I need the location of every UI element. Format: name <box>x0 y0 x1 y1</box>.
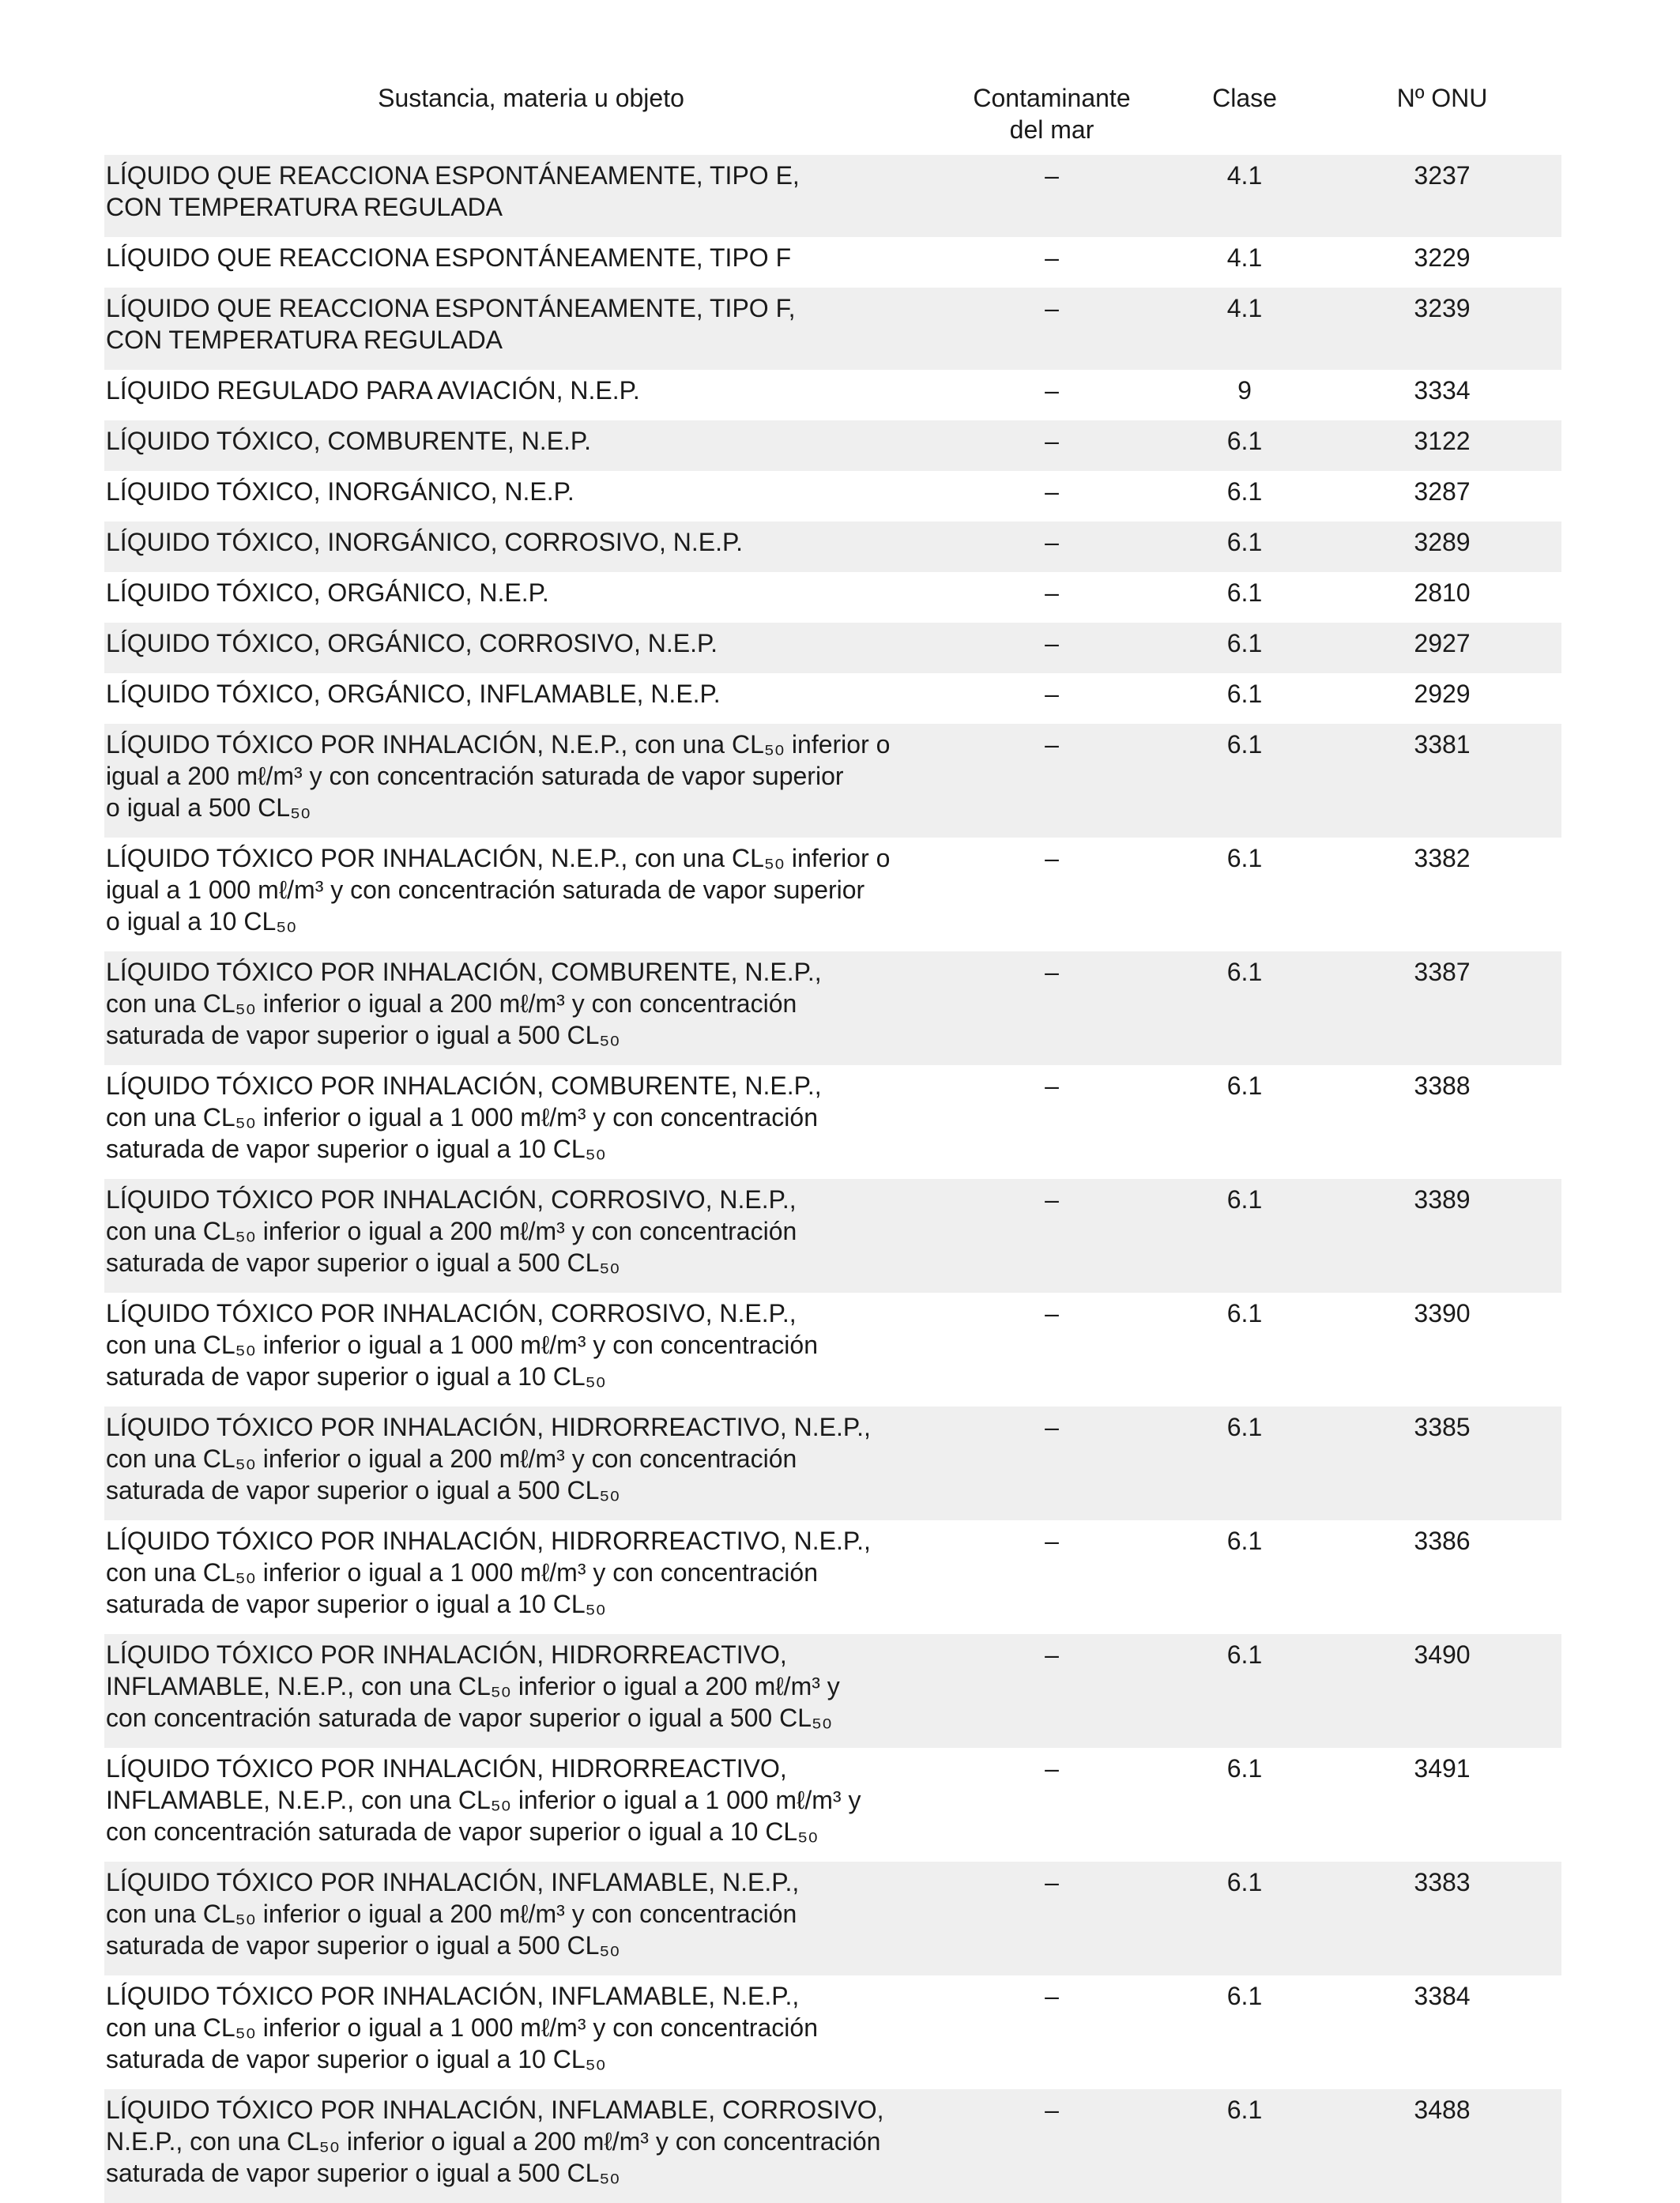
table-row <box>104 522 1561 572</box>
table-row <box>104 1520 1561 1634</box>
un-number-cell: 3287 <box>1414 477 1471 506</box>
table-row <box>104 237 1561 288</box>
substance-cell: LÍQUIDO TÓXICO POR INHALACIÓN, INFLAMABLE, N.E.P., con una CL₅₀ inferior o igual a 1 000 mℓ/m³ y con concentración saturada de vapor superior o igual a 10 CL₅₀ <box>106 1982 818 2073</box>
class-cell: 6.1 <box>1226 844 1263 872</box>
table-row <box>104 1179 1561 1293</box>
un-number-cell: 3387 <box>1414 958 1471 986</box>
marine-pollutant-cell: – <box>1045 1527 1059 1555</box>
marine-pollutant-cell: – <box>1045 528 1059 556</box>
substance-cell: LÍQUIDO TÓXICO POR INHALACIÓN, HIDRORREACTIVO, N.E.P., con una CL₅₀ inferior o igual a 200 mℓ/m³ y con concentración saturada de vapor superior o igual a 500 CL₅₀ <box>106 1413 871 1504</box>
marine-pollutant-cell: – <box>1045 844 1059 872</box>
header-un-number: Nº ONU <box>1396 84 1488 112</box>
marine-pollutant-cell: – <box>1045 376 1059 405</box>
class-cell: 4.1 <box>1226 294 1263 322</box>
un-number-cell: 3491 <box>1414 1754 1471 1783</box>
substance-cell: LÍQUIDO TÓXICO POR INHALACIÓN, HIDRORREACTIVO, N.E.P., con una CL₅₀ inferior o igual a 1 000 mℓ/m³ y con concentración saturada de vapor superior o igual a 10 CL₅₀ <box>106 1527 871 1618</box>
header-marine-pollutant: Contaminante del mar <box>973 84 1131 144</box>
un-number-cell: 3386 <box>1414 1527 1471 1555</box>
table-row <box>104 1634 1561 1748</box>
marine-pollutant-cell: – <box>1045 243 1059 272</box>
marine-pollutant-cell: – <box>1045 1071 1059 1100</box>
substance-cell: LÍQUIDO TÓXICO POR INHALACIÓN, COMBURENTE, N.E.P., con una CL₅₀ inferior o igual a 1 000 mℓ/m³ y con concentración saturada de vapor superior o igual a 10 CL₅₀ <box>106 1071 822 1163</box>
class-cell: 6.1 <box>1226 1527 1263 1555</box>
marine-pollutant-cell: – <box>1045 1868 1059 1896</box>
marine-pollutant-cell: – <box>1045 730 1059 759</box>
marine-pollutant-cell: – <box>1045 1754 1059 1783</box>
table-row <box>104 1862 1561 1975</box>
page <box>104 79 1561 2203</box>
marine-pollutant-cell: – <box>1045 680 1059 708</box>
un-number-cell: 3488 <box>1414 2096 1471 2124</box>
un-number-cell: 3381 <box>1414 730 1471 759</box>
un-number-cell: 3239 <box>1414 294 1471 322</box>
class-cell: 6.1 <box>1226 1640 1263 1669</box>
marine-pollutant-cell: – <box>1045 161 1059 190</box>
header-substance: Sustancia, materia u objeto <box>378 84 684 112</box>
substance-cell: LÍQUIDO TÓXICO POR INHALACIÓN, N.E.P., con una CL₅₀ inferior o igual a 200 mℓ/m³ y con concentración saturada de vapor superior o igual a 500 CL₅₀ <box>106 730 891 822</box>
un-number-cell: 3229 <box>1414 243 1471 272</box>
substance-cell: LÍQUIDO TÓXICO, COMBURENTE, N.E.P. <box>106 427 592 455</box>
class-cell: 6.1 <box>1226 1185 1263 1214</box>
header-class: Clase <box>1212 84 1277 112</box>
class-cell: 6.1 <box>1226 730 1263 759</box>
table-row <box>104 370 1561 420</box>
un-number-cell: 3384 <box>1414 1982 1471 2010</box>
marine-pollutant-cell: – <box>1045 629 1059 657</box>
marine-pollutant-cell: – <box>1045 294 1059 322</box>
class-cell: 6.1 <box>1226 1982 1263 2010</box>
table-row <box>104 288 1561 370</box>
un-number-cell: 2929 <box>1414 680 1471 708</box>
table-row <box>104 471 1561 522</box>
class-cell: 6.1 <box>1226 528 1263 556</box>
un-number-cell: 3237 <box>1414 161 1471 190</box>
un-number-cell: 3334 <box>1414 376 1471 405</box>
class-cell: 6.1 <box>1226 1299 1263 1327</box>
substance-cell: LÍQUIDO TÓXICO, ORGÁNICO, INFLAMABLE, N.E.P. <box>106 680 721 708</box>
marine-pollutant-cell: – <box>1045 477 1059 506</box>
class-cell: 6.1 <box>1226 1754 1263 1783</box>
table-row <box>104 572 1561 623</box>
table-row <box>104 420 1561 471</box>
table-row <box>104 724 1561 838</box>
marine-pollutant-cell: – <box>1045 1640 1059 1669</box>
marine-pollutant-cell: – <box>1045 1185 1059 1214</box>
table-row <box>104 155 1561 237</box>
table-row <box>104 623 1561 673</box>
substance-cell: LÍQUIDO REGULADO PARA AVIACIÓN, N.E.P. <box>106 376 640 405</box>
substance-cell: LÍQUIDO TÓXICO POR INHALACIÓN, INFLAMABLE, CORROSIVO, N.E.P., con una CL₅₀ inferior o igual a 200 mℓ/m³ y con concentración saturada de vapor superior o igual a 500 CL₅₀ <box>106 2096 884 2187</box>
class-cell: 6.1 <box>1226 578 1263 607</box>
substance-cell: LÍQUIDO TÓXICO POR INHALACIÓN, HIDRORREACTIVO, INFLAMABLE, N.E.P., con una CL₅₀ inferior o igual a 1 000 mℓ/m³ y con concentración saturada de vapor superior o igual a 10 CL₅₀ <box>106 1754 861 1846</box>
un-number-cell: 3388 <box>1414 1071 1471 1100</box>
class-cell: 6.1 <box>1226 680 1263 708</box>
class-cell: 6.1 <box>1226 1868 1263 1896</box>
un-number-cell: 2927 <box>1414 629 1471 657</box>
un-number-cell: 3122 <box>1414 427 1471 455</box>
substance-cell: LÍQUIDO QUE REACCIONA ESPONTÁNEAMENTE, TIPO E, CON TEMPERATURA REGULADA <box>106 161 800 221</box>
table-row <box>104 1065 1561 1179</box>
un-number-cell: 3389 <box>1414 1185 1471 1214</box>
table-row <box>104 1975 1561 2089</box>
table-row <box>104 1293 1561 1407</box>
class-cell: 6.1 <box>1226 477 1263 506</box>
class-cell: 9 <box>1237 376 1252 405</box>
marine-pollutant-cell: – <box>1045 2096 1059 2124</box>
table-header <box>104 79 1561 155</box>
substance-cell: LÍQUIDO TÓXICO POR INHALACIÓN, COMBURENTE, N.E.P., con una CL₅₀ inferior o igual a 200 mℓ/m³ y con concentración saturada de vapor superior o igual a 500 CL₅₀ <box>106 958 822 1049</box>
substance-cell: LÍQUIDO QUE REACCIONA ESPONTÁNEAMENTE, TIPO F <box>106 243 792 272</box>
substance-cell: LÍQUIDO TÓXICO, INORGÁNICO, N.E.P. <box>106 477 574 506</box>
table-row <box>104 951 1561 1065</box>
substance-cell: LÍQUIDO TÓXICO POR INHALACIÓN, CORROSIVO, N.E.P., con una CL₅₀ inferior o igual a 1 000 mℓ/m³ y con concentración saturada de vapor superior o igual a 10 CL₅₀ <box>106 1299 818 1391</box>
class-cell: 6.1 <box>1226 958 1263 986</box>
table-body <box>104 155 1561 2203</box>
table-row <box>104 2089 1561 2203</box>
marine-pollutant-cell: – <box>1045 1299 1059 1327</box>
un-number-cell: 3490 <box>1414 1640 1471 1669</box>
un-number-cell: 3385 <box>1414 1413 1471 1441</box>
class-cell: 6.1 <box>1226 629 1263 657</box>
marine-pollutant-cell: – <box>1045 578 1059 607</box>
marine-pollutant-cell: – <box>1045 1982 1059 2010</box>
marine-pollutant-cell: – <box>1045 1413 1059 1441</box>
substance-cell: LÍQUIDO TÓXICO, ORGÁNICO, CORROSIVO, N.E.P. <box>106 629 718 657</box>
class-cell: 4.1 <box>1226 243 1263 272</box>
un-number-cell: 3383 <box>1414 1868 1471 1896</box>
table-row <box>104 838 1561 951</box>
substance-cell: LÍQUIDO TÓXICO, ORGÁNICO, N.E.P. <box>106 578 549 607</box>
un-number-cell: 3390 <box>1414 1299 1471 1327</box>
marine-pollutant-cell: – <box>1045 958 1059 986</box>
class-cell: 6.1 <box>1226 2096 1263 2124</box>
table-row <box>104 1748 1561 1862</box>
class-cell: 4.1 <box>1226 161 1263 190</box>
substance-cell: LÍQUIDO TÓXICO POR INHALACIÓN, HIDRORREACTIVO, INFLAMABLE, N.E.P., con una CL₅₀ inferior o igual a 200 mℓ/m³ y con concentración saturada de vapor superior o igual a 500 CL₅₀ <box>106 1640 840 1732</box>
table-row <box>104 673 1561 724</box>
marine-pollutant-cell: – <box>1045 427 1059 455</box>
class-cell: 6.1 <box>1226 427 1263 455</box>
class-cell: 6.1 <box>1226 1413 1263 1441</box>
substance-cell: LÍQUIDO TÓXICO, INORGÁNICO, CORROSIVO, N.E.P. <box>106 528 744 556</box>
substance-cell: LÍQUIDO TÓXICO POR INHALACIÓN, CORROSIVO, N.E.P., con una CL₅₀ inferior o igual a 200 mℓ/m³ y con concentración saturada de vapor superior o igual a 500 CL₅₀ <box>106 1185 797 1277</box>
un-number-cell: 3289 <box>1414 528 1471 556</box>
class-cell: 6.1 <box>1226 1071 1263 1100</box>
un-number-cell: 3382 <box>1414 844 1471 872</box>
substance-cell: LÍQUIDO QUE REACCIONA ESPONTÁNEAMENTE, TIPO F, CON TEMPERATURA REGULADA <box>106 294 796 354</box>
substance-cell: LÍQUIDO TÓXICO POR INHALACIÓN, INFLAMABLE, N.E.P., con una CL₅₀ inferior o igual a 200 mℓ/m³ y con concentración saturada de vapor superior o igual a 500 CL₅₀ <box>106 1868 800 1960</box>
substance-cell: LÍQUIDO TÓXICO POR INHALACIÓN, N.E.P., con una CL₅₀ inferior o igual a 1 000 mℓ/m³ y con concentración saturada de vapor superior o igual a 10 CL₅₀ <box>106 844 891 936</box>
table-row <box>104 1407 1561 1520</box>
un-number-cell: 2810 <box>1414 578 1471 607</box>
